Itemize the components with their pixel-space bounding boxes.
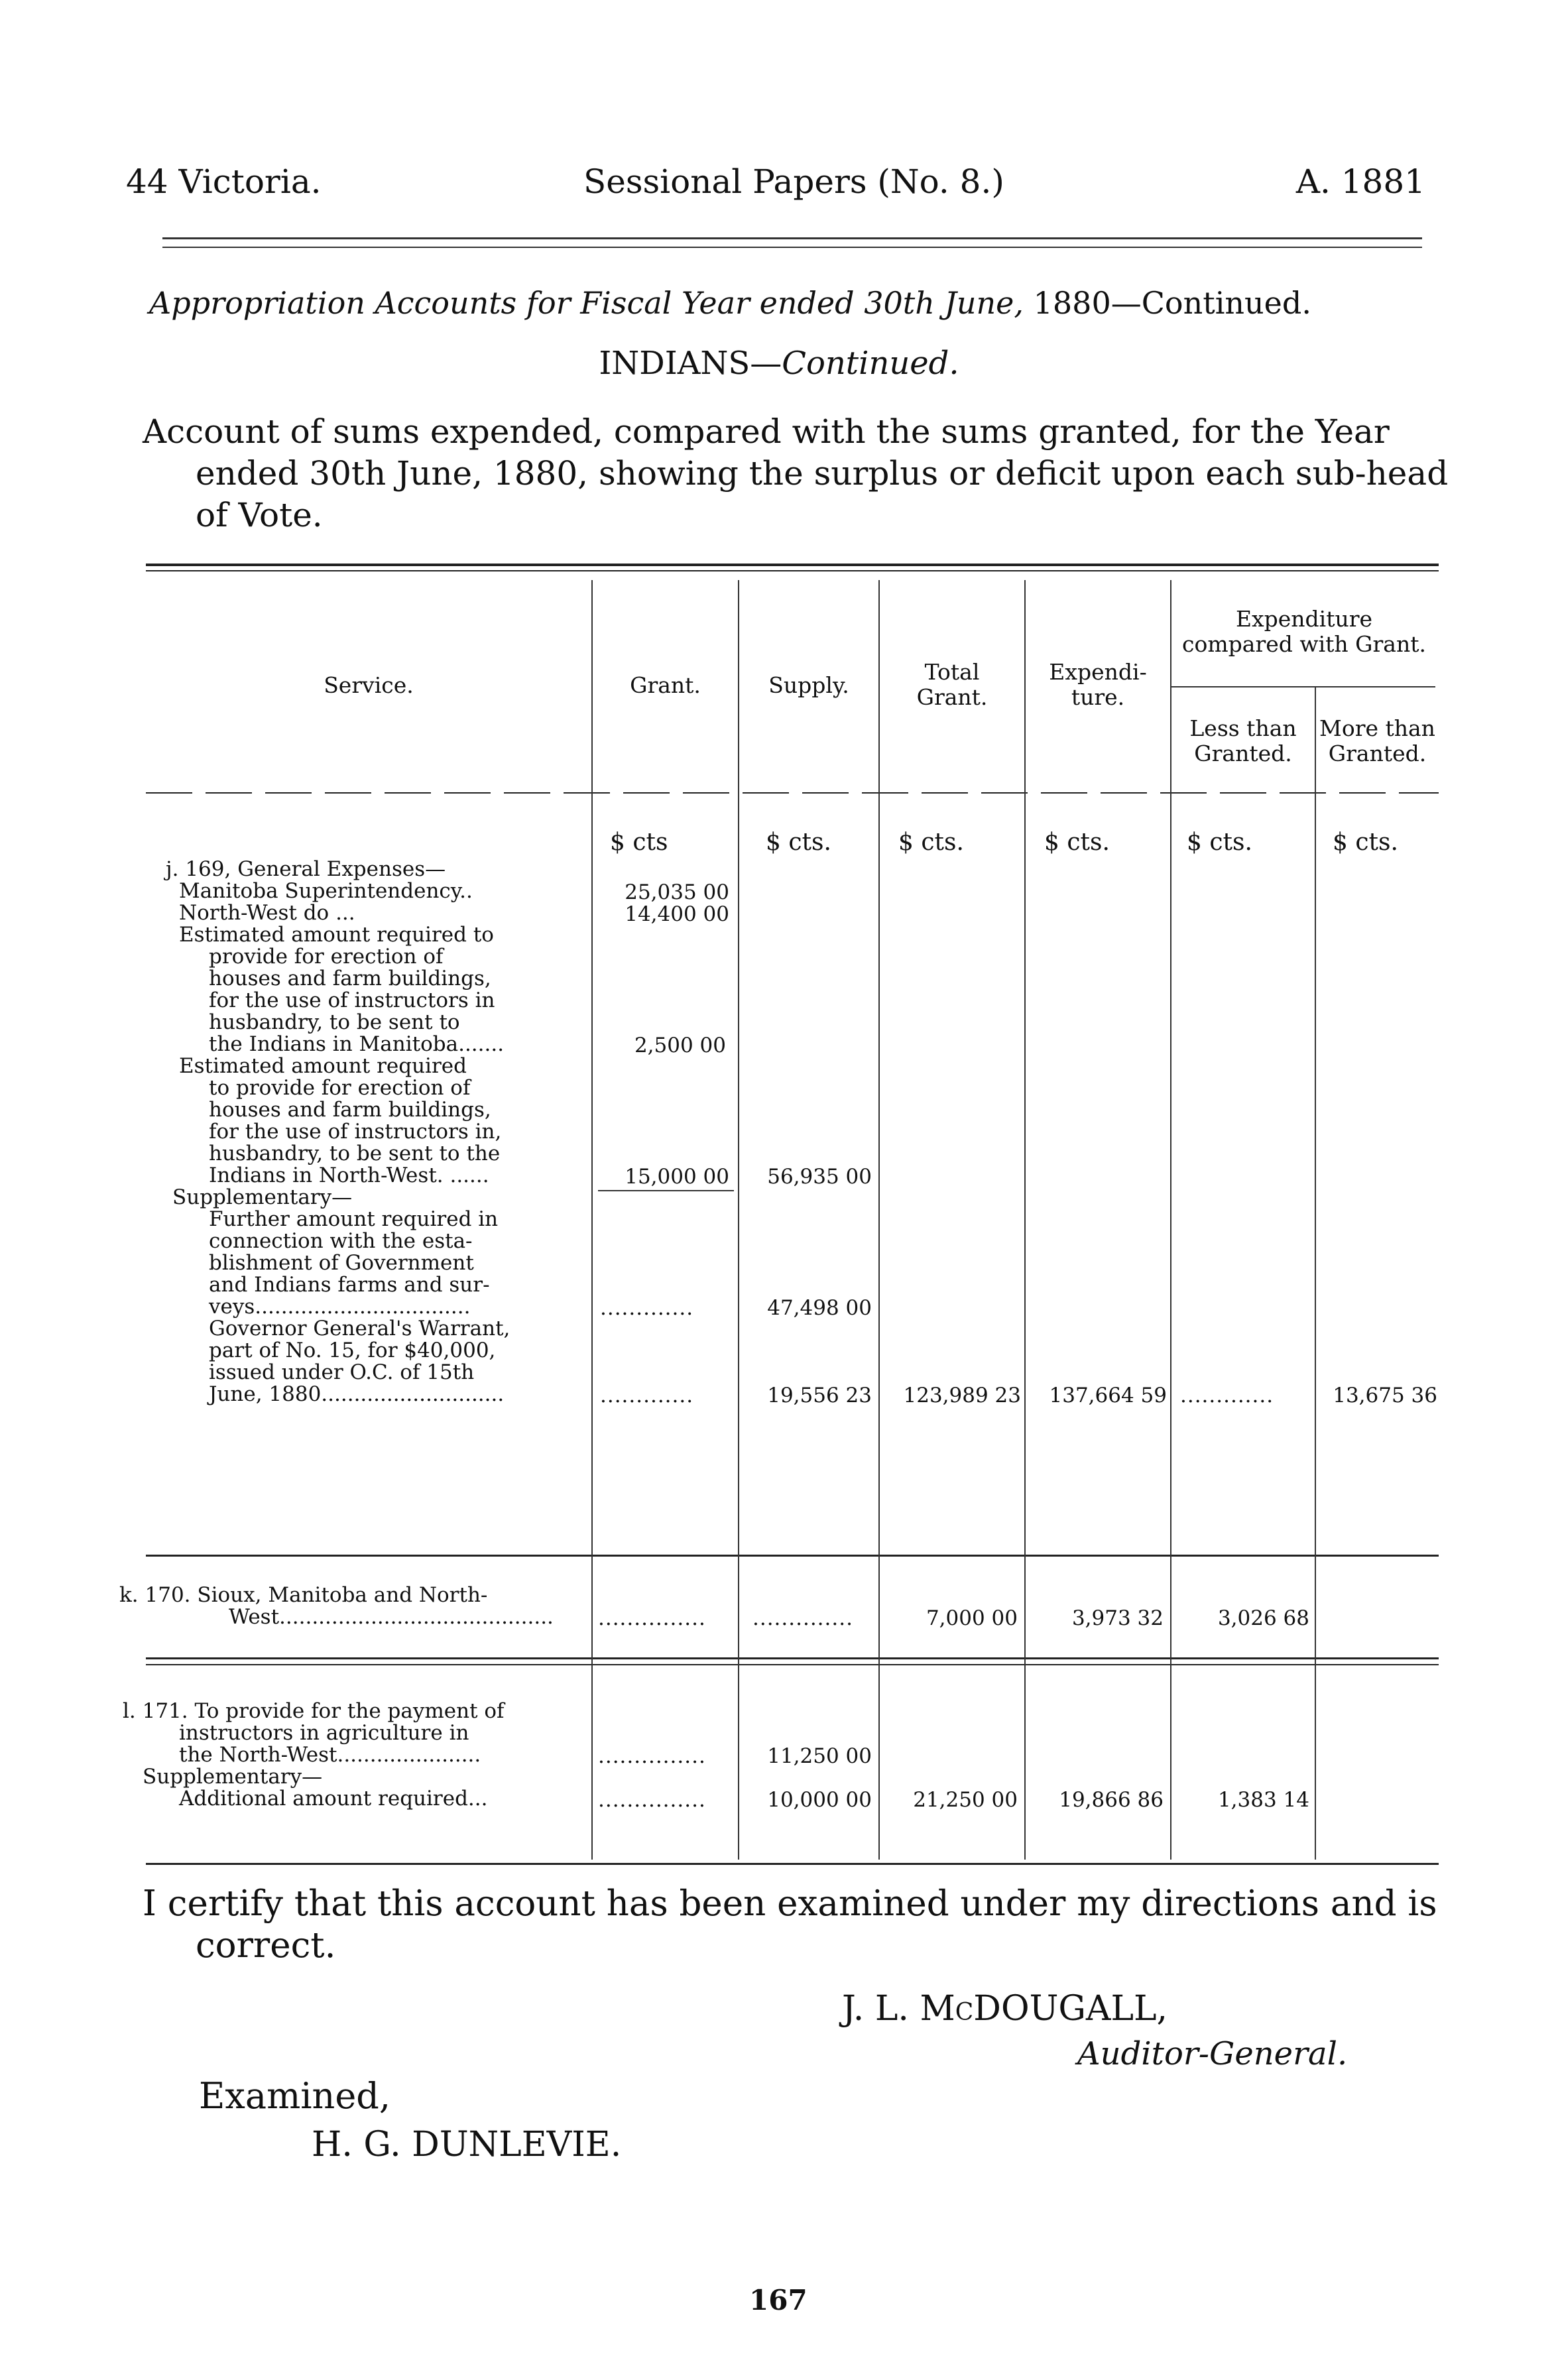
table-top-rule-thin xyxy=(146,570,1439,571)
grant-subtotal-rule xyxy=(598,1190,734,1191)
service-line: Additional amount required... xyxy=(179,1787,488,1811)
service-line: June, 1880............................ xyxy=(209,1382,505,1406)
account-description xyxy=(143,411,1449,536)
header-more-line2: Granted. xyxy=(1328,741,1427,766)
header-year: A. 1881 xyxy=(1295,162,1425,201)
service-line: Further amount required in xyxy=(209,1207,499,1231)
header-less-line1: Less than xyxy=(1189,715,1297,741)
less-j-empty: ............. xyxy=(1180,1384,1274,1407)
service-line: k. 170. Sioux, Manitoba and North- xyxy=(119,1583,488,1607)
service-line: for the use of instructors in xyxy=(209,988,495,1012)
header-rule-thin xyxy=(162,247,1422,248)
header-supply: Supply. xyxy=(768,672,849,698)
header-expenditure-line2: ture. xyxy=(1071,684,1125,710)
less-k: 3,026 68 xyxy=(1217,1606,1309,1630)
table-top-rule xyxy=(146,564,1439,566)
block-k-service xyxy=(119,1584,554,1628)
grant-northwest-buildings: 15,000 00 xyxy=(625,1165,729,1189)
expenditure-l: 19,866 86 xyxy=(1059,1788,1164,1812)
appropriation-table xyxy=(119,564,1439,1876)
total-grant-k: 7,000 00 xyxy=(926,1606,1018,1630)
table-bottom-rule xyxy=(146,1863,1439,1865)
supply-l1: 11,250 00 xyxy=(767,1744,872,1768)
unit-less: $ cts. xyxy=(1187,829,1252,856)
header-expenditure xyxy=(1026,660,1170,710)
grant-k-empty: ............... xyxy=(598,1606,706,1630)
header-session: 44 Victoria. xyxy=(126,162,322,201)
grant-manitoba-buildings: 2,500 00 xyxy=(634,1034,726,1057)
service-line: the North-West...................... xyxy=(179,1743,481,1767)
section-subtitle xyxy=(0,345,1558,382)
unit-more: $ cts. xyxy=(1333,829,1398,856)
more-j: 13,675 36 xyxy=(1333,1384,1437,1407)
less-l: 1,383 14 xyxy=(1217,1788,1309,1812)
col-line-more xyxy=(1315,686,1316,1860)
certification xyxy=(143,1883,1452,1966)
service-line: Manitoba Superintendency.. xyxy=(179,879,473,903)
grant-manitoba: 25,035 00 xyxy=(625,880,729,904)
header-rule xyxy=(162,237,1422,239)
header-total-grant xyxy=(880,660,1024,710)
unit-total: $ cts. xyxy=(898,829,964,856)
page-number: 167 xyxy=(749,2284,808,2316)
header-service: Service. xyxy=(324,672,414,698)
examiner-name: H. G. DUNLEVIE. xyxy=(312,2125,622,2165)
supply-surveys: 47,498 00 xyxy=(767,1296,872,1320)
service-line: Estimated amount required xyxy=(179,1054,467,1078)
supply-l2: 10,000 00 xyxy=(767,1788,872,1812)
service-line: Supplementary— xyxy=(172,1185,353,1209)
service-line: connection with the esta- xyxy=(209,1229,473,1253)
service-line: Estimated amount required to xyxy=(179,923,494,947)
block-k-bottom-rule-thin xyxy=(146,1664,1439,1665)
page-title xyxy=(149,285,1459,321)
service-line: veys................................. xyxy=(209,1295,471,1319)
header-compared xyxy=(1171,607,1437,657)
service-line: and Indians farms and sur- xyxy=(209,1273,490,1297)
service-line: Indians in North-West. ...... xyxy=(209,1163,489,1187)
service-line: husbandry, to be sent to the xyxy=(209,1142,501,1165)
supply-subtotal: 56,935 00 xyxy=(767,1165,872,1189)
service-line: l. 171. To provide for the payment of xyxy=(123,1699,505,1723)
block-j-service xyxy=(166,857,510,1406)
header-compared-line1: Expenditure xyxy=(1235,606,1373,632)
subtitle-main: INDIANS— xyxy=(599,345,782,382)
service-line: j. 169, General Expenses— xyxy=(166,857,446,881)
col-line-grant xyxy=(591,580,593,1860)
service-line: instructors in agriculture in xyxy=(179,1721,469,1745)
auditor-name: J. L. McDOUGALL, xyxy=(842,1989,1168,2029)
intro-text: Account of sums expended, compared with the sums granted, for the Year ended 30th June, 1880, showing the surplus or deficit upon each sub-head of Vote. xyxy=(143,412,1449,534)
grant-northwest: 14,400 00 xyxy=(625,902,729,926)
service-line: issued under O.C. of 15th xyxy=(209,1360,475,1384)
col-line-expenditure xyxy=(1024,580,1026,1860)
block-k-bottom-rule xyxy=(146,1657,1439,1659)
service-line: North-West do ... xyxy=(179,901,355,925)
header-less-than xyxy=(1171,716,1315,766)
header-more-line1: More than xyxy=(1319,715,1435,741)
service-line: Supplementary— xyxy=(143,1765,323,1789)
grant-l2-empty: ............... xyxy=(598,1788,706,1812)
unit-supply: $ cts. xyxy=(766,829,831,856)
service-line: provide for erection of xyxy=(209,945,444,969)
expenditure-k: 3,973 32 xyxy=(1071,1606,1164,1630)
header-more-than xyxy=(1316,716,1439,766)
col-line-less xyxy=(1170,580,1171,1860)
grant-l1-empty: ............... xyxy=(598,1744,706,1768)
header-papers: Sessional Papers (No. 8.) xyxy=(583,162,1004,201)
total-grant-j: 123,989 23 xyxy=(903,1384,1021,1407)
service-line: houses and farm buildings, xyxy=(209,967,491,990)
service-line: Governor General's Warrant, xyxy=(209,1317,510,1340)
header-total-line2: Grant. xyxy=(916,684,988,710)
grant-surveys-empty: ............. xyxy=(600,1296,694,1320)
header-compared-line2: compared with Grant. xyxy=(1182,631,1426,657)
service-line: houses and farm buildings, xyxy=(209,1098,491,1122)
block-l-service xyxy=(123,1700,505,1810)
compared-subrule xyxy=(1170,686,1435,687)
header-expenditure-line1: Expendi- xyxy=(1049,659,1147,685)
header-total-line1: Total xyxy=(924,659,980,685)
service-line: West.......................................... xyxy=(229,1605,554,1629)
title-plain: 1880—Continued. xyxy=(1024,285,1311,321)
col-line-supply xyxy=(738,580,739,1860)
service-line: blishment of Government xyxy=(209,1251,474,1275)
col-line-total xyxy=(878,580,880,1860)
expenditure-j: 137,664 59 xyxy=(1049,1384,1167,1407)
supply-warrant: 19,556 23 xyxy=(767,1384,872,1407)
auditor-title: Auditor-General. xyxy=(1077,2035,1348,2072)
header-less-line2: Granted. xyxy=(1194,741,1292,766)
certify-text: I certify that this account has been examined under my directions and is correct. xyxy=(143,1883,1437,1966)
total-grant-l: 21,250 00 xyxy=(913,1788,1018,1812)
title-italic: Appropriation Accounts for Fiscal Year ended 30th June, xyxy=(149,285,1024,321)
block-j-bottom-rule xyxy=(146,1555,1439,1557)
header-bottom-rule xyxy=(146,792,1439,794)
header-grant: Grant. xyxy=(630,672,701,698)
subtitle-italic: Continued. xyxy=(782,345,959,382)
unit-grant: $ cts xyxy=(610,829,668,856)
examined-label: Examined, xyxy=(199,2075,391,2117)
service-line: to provide for erection of xyxy=(209,1076,471,1100)
service-line: for the use of instructors in, xyxy=(209,1120,502,1144)
unit-expenditure: $ cts. xyxy=(1044,829,1110,856)
service-line: part of No. 15, for $40,000, xyxy=(209,1339,496,1362)
supply-k-empty: .............. xyxy=(752,1606,853,1630)
service-line: husbandry, to be sent to xyxy=(209,1010,460,1034)
service-line: the Indians in Manitoba....... xyxy=(209,1032,505,1056)
running-header xyxy=(126,162,1425,209)
grant-warrant-empty: ............. xyxy=(600,1384,694,1407)
